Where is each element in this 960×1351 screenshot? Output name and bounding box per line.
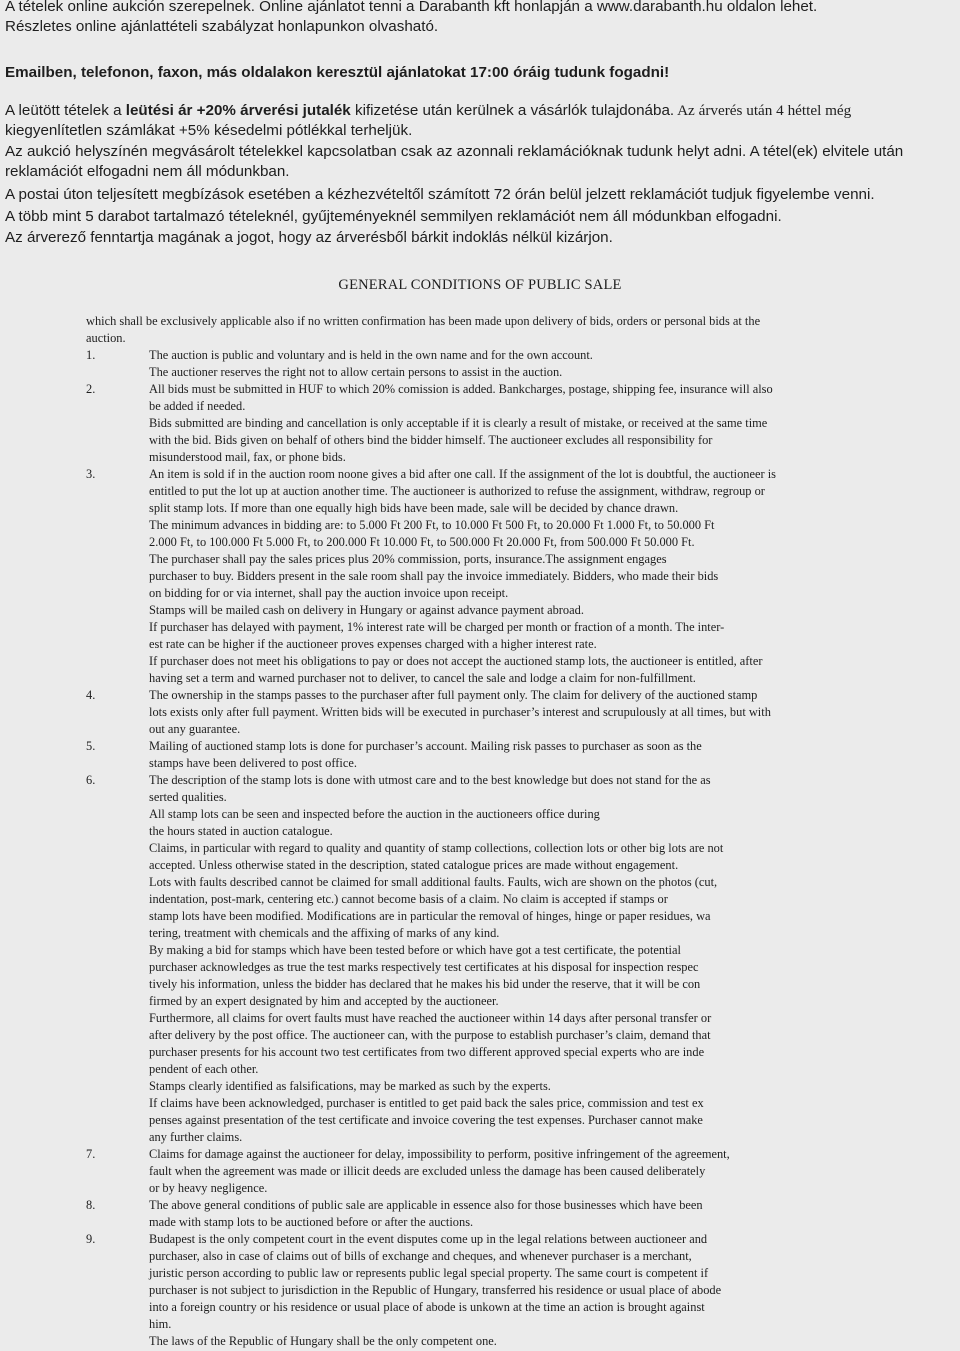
text-segment: kifizetése után kerülnek a vásárlók tulajdonába. — [350, 102, 675, 119]
text-line: If purchaser does not meet his obligations to pay or does not accept the auctioned stamp lots, the auctioneer is entitled, after — [149, 654, 763, 668]
condition-number: 7. — [86, 1147, 96, 1161]
text-line: 2.000 Ft, to 100.000 Ft 5.000 Ft, to 200.000 Ft 10.000 Ft, to 500.000 Ft 20.000 Ft, from 500.000 Ft 50.000 Ft. — [149, 535, 695, 549]
hu-paragraph-email — [5, 63, 957, 83]
hu-paragraph-claims — [5, 142, 957, 182]
condition-number: 6. — [86, 773, 96, 787]
condition-number: 1. — [86, 348, 96, 362]
condition-number: 8. — [86, 1198, 96, 1212]
condition-number: 2. — [86, 382, 96, 396]
text-line: kiegyenlítetlen számlákat +5% késedelmi pótlékkal terheljük. — [5, 122, 413, 139]
text-line: The purchaser shall pay the sales prices plus 20% commission, ports, insurance.The assignment engages — [149, 552, 667, 566]
condition-text — [149, 738, 884, 772]
text-line: The description of the stamp lots is done with utmost care and to the best knowledge but does not stand for the as — [149, 773, 711, 787]
text-line: on bidding for or via internet, shall pay the auction invoice upon receipt. — [149, 586, 509, 600]
condition-text — [149, 1231, 884, 1350]
condition-text — [149, 687, 884, 738]
text-line: All stamp lots can be seen and inspected before the auction in the auctioneers office during — [149, 807, 600, 821]
text-line: or by heavy negligence. — [149, 1181, 268, 1195]
text-line: tering, treatment with chemicals and the affixing of marks of any kind. — [149, 926, 500, 940]
text-line: misunderstood mail, fax, or phone bids. — [149, 450, 346, 464]
text-line: with the bid. Bids given on behalf of others bind the bidder himself. The auctioneer excludes all responsibility for — [149, 433, 713, 447]
text-line: A több mint 5 darabot tartalmazó tételeknél, gyűjteményeknél semmilyen reklamációt nem áll módunkban elfogadni. — [5, 208, 782, 225]
condition-text — [149, 466, 884, 687]
bold-notice: Emailben, telefonon, faxon, más oldalakon keresztül ajánlatokat 17:00 óráig tudunk fogadni! — [5, 64, 670, 81]
text-line: Részletes online ajánlattételi szabályzat honlapunkon olvasható. — [5, 18, 439, 35]
text-line: The ownership in the stamps passes to the purchaser after full payment only. The claim for delivery of the auctioned stamp — [149, 688, 758, 702]
text-line: Budapest is the only competent court in the event disputes come up in the legal relations between auctioneer and — [149, 1232, 708, 1246]
hu-paragraph-online — [5, 0, 957, 37]
text-line: into a foreign country or his residence or usual place of abode is unkown at the time an action is brought against — [149, 1300, 705, 1314]
text-line: Az aukció helyszínén megvásárolt tételekkel kapcsolatban csak az azonnali reklamációknak tudunk helyt adni. A tétel(ek) elvitele után — [5, 143, 904, 160]
hu-paragraph-exclusion — [5, 228, 957, 248]
text-line: stamps have been delivered to post office. — [149, 756, 357, 770]
text-line: If purchaser has delayed with payment, 1% interest rate will be charged per month or fraction of a month. The inter- — [149, 620, 725, 634]
text-line: be added if needed. — [149, 399, 246, 413]
text-line: est rate can be higher if the auctioneer proves expenses charged with a higher interest rate. — [149, 637, 597, 651]
text-line: auction. — [86, 331, 126, 345]
text-line: purchaser to buy. Bidders present in the sale room shall pay the invoice immediately. Bidders, who made their bids — [149, 569, 719, 583]
text-line: made with stamp lots to be auctioned before or after the auctions. — [149, 1215, 474, 1229]
text-line: Claims for damage against the auctioneer for delay, impossibility to perform, positive infringement of the agreement, — [149, 1147, 730, 1161]
condition-number: 4. — [86, 688, 96, 702]
text-line: serted qualities. — [149, 790, 227, 804]
text-line: The auction is public and voluntary and is held in the own name and for the own account. — [149, 348, 593, 362]
condition-text — [149, 1146, 884, 1197]
text-line: All bids must be submitted in HUF to which 20% comission is added. Bankcharges, postage, shipping fee, insurance will also — [149, 382, 773, 396]
condition-number: 9. — [86, 1232, 96, 1246]
text-line: purchaser presents for his account two test certificates from two different approved special experts who are inde — [149, 1045, 705, 1059]
text-line: out any guarantee. — [149, 722, 241, 736]
text-segment: Az árverés után 4 héttel még — [674, 102, 852, 119]
text-line: The laws of the Republic of Hungary shall be the only competent one. — [149, 1334, 497, 1348]
text-line: Bids submitted are binding and cancellation is only acceptable if it is clearly a result of mistake, or received at the same time — [149, 416, 768, 430]
text-segment: A leütött tételek a — [5, 102, 126, 119]
text-line: the hours stated in auction catalogue. — [149, 824, 333, 838]
text-line: pendent of each other. — [149, 1062, 259, 1076]
text-line: Furthermore, all claims for overt faults must have reached the auctioneer within 14 days after personal transfer or — [149, 1011, 712, 1025]
text-line: entitled to put the lot up at auction another time. The auctioneer is authorized to refuse the assignment, withdraw, regroup or — [149, 484, 765, 498]
text-line: If claims have been acknowledged, purchaser is entitled to get paid back the sales price, commission and test ex — [149, 1096, 704, 1110]
text-line: split stamp lots. If more than one equally high bids have been made, sale will be decided by chance drawn. — [149, 501, 679, 515]
text-line: Claims, in particular with regard to quality and quantity of stamp collections, collection lots or other big lots are not — [149, 841, 724, 855]
text-line: A tételek online aukción szerepelnek. Online ajánlatot tenni a Darabanth kft honlapján a www.darabanth.hu oldalon lehet. — [5, 0, 818, 15]
condition-text — [149, 381, 884, 466]
text-line: Az árverező fenntartja magának a jogot, hogy az árverésből bárkit indoklás nélkül kizárjon. — [5, 229, 613, 246]
text-line: Stamps clearly identified as falsifications, may be marked as such by the experts. — [149, 1079, 551, 1093]
text-line: purchaser, also in case of claims out of bills of exchange and cheques, and whenever purchaser is a merchant, — [149, 1249, 692, 1263]
text-line: lots exists only after full payment. Written bids will be executed in purchaser’s interest and scrupulously at all times, but with — [149, 705, 771, 719]
condition-number: 5. — [86, 739, 96, 753]
text-line: having set a term and warned purchaser not to deliver, to cancel the sale and lodge a claim for non-fulfillment. — [149, 671, 696, 685]
text-line: indentation, post-mark, centering etc.) cannot become basis of a claim. No claim is accepted if stamps or — [149, 892, 668, 906]
text-line: juristic person according to public law or represents public legal special property. The same court is competent if — [149, 1266, 709, 1280]
text-line: The minimum advances in bidding are: to 5.000 Ft 200 Ft, to 10.000 Ft 500 Ft, to 20.000 Ft 1.000 Ft, to 50.000 Ft — [149, 518, 715, 532]
text-line: after delivery by the post office. The auctioneer can, with the purpose to establish purchaser’s claim, demand that — [149, 1028, 711, 1042]
conditions-title: GENERAL CONDITIONS OF PUBLIC SALE — [338, 277, 622, 293]
text-line: penses against presentation of the test certificate and invoice covering the test expenses. Purchaser cannot make — [149, 1113, 703, 1127]
text-line: reklamációt elfogadni nem áll módunkban. — [5, 163, 290, 180]
bold-segment: leütési ár +20% árverési jutalék — [125, 102, 351, 119]
conditions-intro — [86, 313, 876, 347]
text-line: Mailing of auctioned stamp lots is done for purchaser’s account. Mailing risk passes to purchaser as soon as the — [149, 739, 702, 753]
text-line: tively his information, unless the bidder has declared that he makes his bid under the reserve, that it will be con — [149, 977, 701, 991]
condition-text — [149, 347, 884, 381]
text-line: Stamps will be mailed cash on delivery in Hungary or against advance payment abroad. — [149, 603, 584, 617]
text-line: firmed by an expert designated by him and accepted by the auctioneer. — [149, 994, 499, 1008]
text-line: which shall be exclusively applicable also if no written confirmation has been made upon delivery of bids, orders or personal bids at the — [86, 314, 761, 328]
text-line: The above general conditions of public sale are applicable in essence also for those businesses which have been — [149, 1198, 703, 1212]
text-line: Lots with faults described cannot be claimed for small additional faults. Faults, wich are shown on the photos (cut, — [149, 875, 718, 889]
text-line: him. — [149, 1317, 172, 1331]
hu-paragraph-collections — [5, 207, 957, 227]
text-line: By making a bid for stamps which have been tested before or which have got a test certificate, the potential — [149, 943, 681, 957]
condition-text — [149, 1197, 884, 1231]
condition-number: 3. — [86, 467, 96, 481]
text-line: fault when the agreement was made or illicit deeds are excluded unless the damage has been caused deliberately — [149, 1164, 706, 1178]
text-line: stamp lots have been modified. Modifications are in particular the removal of hinges, hinge or paper residues, wa — [149, 909, 711, 923]
text-line: purchaser is not subject to jurisdiction in the Republic of Hungary, transferred his residence or usual place of abode — [149, 1283, 722, 1297]
text-line: accepted. Unless otherwise stated in the description, stated catalogue prices are made without engagement. — [149, 858, 679, 872]
text-line: purchaser acknowledges as true the test marks respectively test certificates at his disposal for inspection respec — [149, 960, 699, 974]
hu-paragraph-postal — [5, 185, 957, 205]
text-line: A postai úton teljesített megbízások esetében a kézhezvételtől számított 72 órán belül jelzett reklamációt tudjuk figyelembe venni. — [5, 186, 875, 203]
condition-text — [149, 772, 884, 1146]
hu-paragraph-ownership — [5, 101, 957, 121]
text-line: any further claims. — [149, 1130, 243, 1144]
text-line: The auctioner reserves the right not to allow certain persons to assist in the auction. — [149, 365, 563, 379]
hu-paragraph-late-fee — [5, 121, 957, 141]
text-line: An item is sold if in the auction room noone gives a bid after one call. If the assignment of the lot is doubtful, the auctioneer is — [149, 467, 776, 481]
